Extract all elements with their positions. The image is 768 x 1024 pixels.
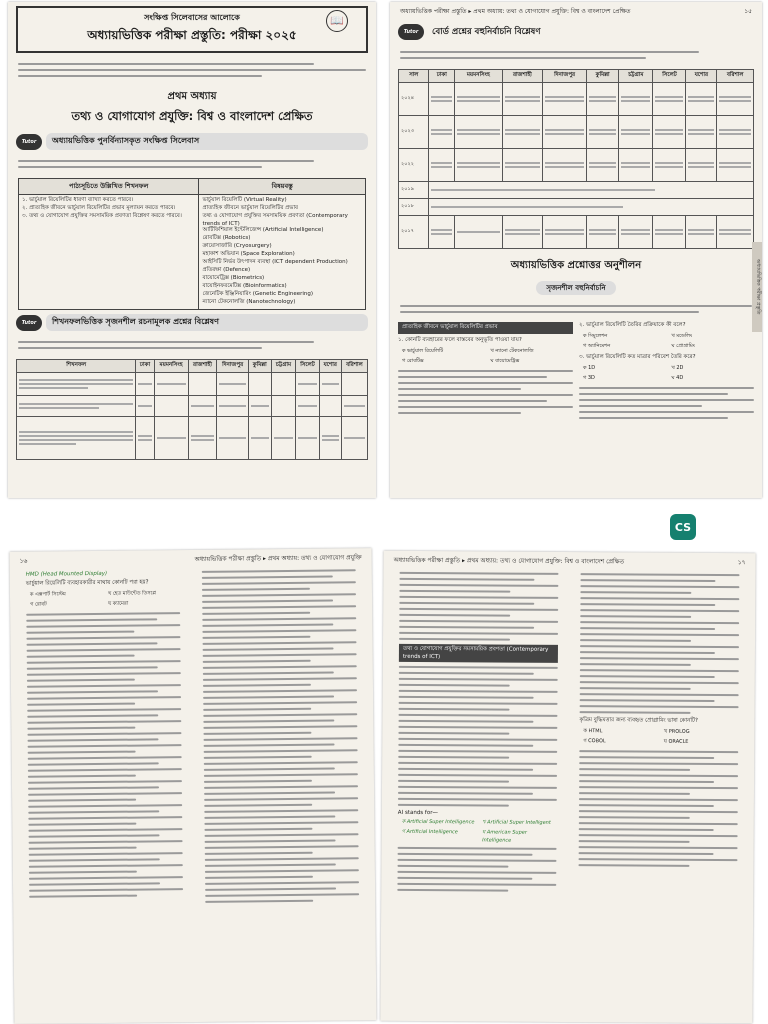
- syllabus-topic: রোবটিক্স (Robotics): [202, 235, 251, 241]
- syllabus-topic: বায়োমেট্রিক্স (Biometrics): [202, 275, 265, 281]
- table-row: [399, 116, 754, 149]
- options: [579, 333, 754, 351]
- option: গ COBOL: [583, 738, 606, 745]
- option: ক ভার্চুয়াল রিয়েলিটি: [402, 348, 444, 354]
- year-cell: ২০১৮: [399, 199, 429, 216]
- option: খ Artificial Super Intelligent: [482, 819, 551, 826]
- header-title: অধ্যায়ভিত্তিক পরীক্ষা প্রস্তুতি: পরীক্ষা ২০২৫: [87, 28, 297, 42]
- column-header: যশোর: [686, 70, 717, 83]
- year-cell: ২০২২: [399, 149, 429, 182]
- section-syllabus-header: [16, 133, 368, 150]
- tutor-badge: Tutor: [16, 134, 42, 150]
- option: ঘ বায়োমেট্রিক্স: [490, 358, 520, 364]
- section-title: বোর্ড প্রশ্নের বহুনির্বাচনি বিশ্লেষণ: [432, 27, 541, 37]
- table-row: [399, 216, 754, 249]
- question-column-right: [194, 565, 368, 907]
- syllabus-topic: মহাকাশ অভিযান (Space Exploration): [202, 251, 295, 257]
- syllabus-topic: আর্টিফিশিয়াল ইন্টেলিজেন্স (Artificial Intelligence): [202, 227, 324, 233]
- table-row: [17, 373, 368, 396]
- page-header-box: [16, 6, 368, 53]
- syllabus-topic: আইসিটি নির্ভর উৎপাদন ব্যবস্থা (ICT dependent Production): [202, 259, 348, 265]
- year-cell: ২০১৯: [399, 182, 429, 199]
- column-header: শিখনফল: [17, 360, 136, 373]
- column-header: ঢাকা: [429, 70, 455, 83]
- syllabus-topic: প্রাত্যহিক জীবনে ভার্চুয়াল রিয়েলিটির প্রভাব: [202, 205, 298, 211]
- syllabus-topic: জেনেটিক ইঞ্জিনিয়ারিং (Genetic Engineering): [202, 291, 314, 297]
- column-header: ময়মনসিংহ: [154, 360, 188, 373]
- column-header: বিষয়বস্তু: [199, 179, 366, 195]
- question-text: ভার্চুয়াল রিয়েলিটি ব্যবহারকারীর মাথায় কোনটি পরা হয়?: [25, 579, 149, 587]
- analysis-table: [16, 359, 368, 460]
- page-number: ১৭: [737, 559, 746, 567]
- highlight-term: HMD (Head Mounted Display): [25, 570, 108, 578]
- question-text: ৩. ভার্চুয়াল রিয়েলিটি কত মাত্রার পরিবেশ তৈরি করে?: [579, 354, 696, 360]
- syllabus-topic: ভার্চুয়াল রিয়েলিটি (Virtual Reality): [202, 197, 287, 203]
- page-number: ১৫: [744, 8, 752, 15]
- option: ঘ 4D: [671, 375, 684, 381]
- practice-title: অধ্যায়ভিত্তিক প্রশ্নোত্তর অনুশীলন: [510, 260, 642, 271]
- page-number: ১৬: [19, 557, 28, 565]
- running-header: [390, 2, 762, 19]
- column-header: ঢাকা: [136, 360, 154, 373]
- practice-banner: [390, 253, 762, 295]
- question-text: ১. কোনটি ব্যবহারের ফলে বাস্তবের অনুভূতি পাওয়া যায়?: [398, 337, 522, 343]
- syllabus-table: [18, 178, 366, 310]
- option: খ PROLOG: [663, 728, 690, 735]
- option: গ 3D: [583, 375, 595, 381]
- option: ক সিমুলেশন: [583, 333, 608, 339]
- option: ঘ ORACLE: [663, 738, 689, 745]
- options: [398, 819, 557, 844]
- running-title: অধ্যায়ভিত্তিক পরীক্ষা প্রস্তুতি ▸ প্রথম অধ্যায়: তথ্য ও যোগাযোগ প্রযুক্তি: বিশ্ব ও বাংলাদেশ প্রেক্ষিত: [400, 8, 631, 15]
- running-title: অধ্যায়ভিত্তিক পরীক্ষা প্রস্তুতি ▸ প্রথম অধ্যায়: তথ্য ও যোগাযোগ প্রযুক্তি: বিশ্ব ও বাংলাদেশ প্রেক্ষিত: [393, 556, 625, 566]
- camscanner-logo: CS: [670, 514, 696, 540]
- year-cell: ২০২৪: [399, 83, 429, 116]
- question-text: ২. ভার্চুয়াল রিয়েলিটি তৈরির প্রক্রিয়াকে কী বলে?: [579, 322, 686, 328]
- section-title: অধ্যায়ভিত্তিক পুনর্বিন্যাসকৃত সংক্ষিপ্ত সিলেবাস: [46, 133, 368, 150]
- question-column-right: [579, 319, 754, 423]
- book-page-1: [8, 2, 376, 498]
- option: খ হেড মাউন্টেড ডিসপ্লে: [107, 590, 156, 597]
- option: খ ন্যানো টেকনোলজি: [490, 348, 534, 354]
- option: গ অ্যানিমেশন: [583, 343, 611, 349]
- question-columns: [10, 565, 376, 909]
- option: ক HTML: [583, 728, 603, 735]
- year-cell: ২০১৭: [399, 216, 429, 249]
- column-header: পাঠ্যসূচিতে উল্লিখিত শিখনফল: [19, 179, 199, 195]
- column-header: সিলেট: [653, 70, 686, 83]
- table-row: [17, 417, 368, 460]
- syllabus-outcome: ১. ভার্চুয়াল রিয়েলিটির ধারণা ব্যাখ্যা করতে পারবে।: [22, 197, 134, 203]
- table-row: [17, 396, 368, 417]
- question-column-left: [398, 319, 573, 423]
- topic-banner: প্রাত্যহিক জীবনে ভার্চুয়াল রিয়েলিটির প্রভাব: [398, 322, 573, 334]
- section-title: শিখনফলভিত্তিক সৃজনশীল রচনামূলক প্রশ্নের বিশ্লেষণ: [46, 314, 368, 331]
- column-header: চট্টগ্রাম: [619, 70, 653, 83]
- option: ক 1D: [583, 365, 596, 371]
- option: ঘ American Super Intelligence: [482, 829, 527, 844]
- column-header: দিনাজপুর: [217, 360, 248, 373]
- column-header: ময়মনসিংহ: [455, 70, 503, 83]
- column-header: বরিশাল: [341, 360, 367, 373]
- syllabus-topic: প্রতিরক্ষা (Defence): [202, 267, 251, 273]
- book-page-4: [380, 551, 755, 1024]
- option: গ Artificial Intelligence: [401, 828, 458, 836]
- tutor-badge: Tutor: [16, 315, 42, 331]
- table-row: [399, 83, 754, 116]
- options: [398, 348, 573, 366]
- chapter-label: প্রথম অধ্যায়: [167, 91, 217, 102]
- question-column-left: [18, 567, 192, 909]
- options: [579, 365, 754, 383]
- book-page-3: [10, 548, 377, 1024]
- running-title: অধ্যায়ভিত্তিক পরীক্ষা প্রস্তুতি ▸ প্রথম অধ্যায়: তথ্য ও যোগাযোগ প্রযুক্তি: [194, 554, 362, 563]
- question-text: AI stands for—: [397, 809, 439, 817]
- syllabus-outcome: ৩. তথ্য ও যোগাযোগ প্রযুক্তির সমসাময়িক প্রবণতা বিশ্লেষণ করতে পারবে।: [22, 213, 182, 219]
- column-header: যশোর: [319, 360, 341, 373]
- header-subtitle: সংক্ষিপ্ত সিলেবাসের আলোকে: [144, 13, 240, 22]
- column-header: দিনাজপুর: [543, 70, 587, 83]
- topic-banner: তথ্য ও যোগাযোগ প্রযুক্তির সমসাময়িক প্রবণতা (Contemporary trends of ICT): [399, 644, 558, 663]
- practice-subtitle: সৃজনশীল বহুনির্বাচনি: [536, 281, 615, 295]
- table-row: [399, 182, 754, 199]
- option: ঘ ক্যামেরা: [108, 600, 129, 607]
- year-cell: ২০২৩: [399, 116, 429, 149]
- column-header: রাজশাহী: [188, 360, 217, 373]
- options: [579, 728, 738, 747]
- question-column-left: [389, 568, 566, 896]
- option: খ 2D: [671, 365, 684, 371]
- column-header: কুমিল্লা: [587, 70, 619, 83]
- book-page-2: [390, 2, 762, 498]
- table-row: [399, 149, 754, 182]
- question-column-right: [570, 569, 747, 897]
- option: ঘ প্রোগ্রামিং: [671, 343, 695, 349]
- option: ক Artificial Super Intelligence: [401, 818, 475, 826]
- syllabus-topic: বায়োইনফরমেটিক্স (Bioinformatics): [202, 283, 287, 289]
- chapter-title: তথ্য ও যোগাযোগ প্রযুক্তি: বিশ্ব ও বাংলাদেশ প্রেক্ষিত: [71, 109, 313, 123]
- section-board-header: [398, 23, 754, 41]
- option: খ মডেলিং: [671, 333, 693, 339]
- question-text: কৃত্রিম বুদ্ধিমত্তার জন্য ব্যবহৃত প্রোগ্রামিং ভাষা কোনটি?: [579, 717, 698, 724]
- syllabus-topic: ন্যানো টেকনোলজি (Nanotechnology): [202, 299, 296, 305]
- option: গ রোবট: [30, 601, 47, 608]
- column-header: রাজশাহী: [502, 70, 542, 83]
- syllabus-topic: ক্রায়োসার্জারি (Cryosurgery): [202, 243, 272, 249]
- column-header: চট্টগ্রাম: [271, 360, 295, 373]
- intro-paragraph: [8, 57, 376, 83]
- options: [26, 590, 180, 610]
- section-analysis-header: [16, 314, 368, 331]
- tutor-badge: Tutor: [398, 24, 424, 40]
- option: গ রোবটিক্স: [402, 358, 424, 364]
- option: ক এক্সপার্ট সিস্টেম: [29, 591, 66, 598]
- column-header: সাল: [399, 70, 429, 83]
- question-columns: [381, 568, 755, 898]
- column-header: বরিশাল: [717, 70, 754, 83]
- syllabus-outcome: ২. প্রাত্যহিক জীবনে ভার্চুয়াল রিয়েলিটির প্রভাব মূল্যায়ন করতে পারবে।: [22, 205, 176, 211]
- syllabus-topic: তথ্য ও যোগাযোগ প্রযুক্তির সমসাময়িক প্রবণতা (Contemporary trends of ICT): [202, 213, 348, 227]
- table-row: [399, 199, 754, 216]
- question-columns: [390, 319, 762, 423]
- column-header: সিলেট: [296, 360, 320, 373]
- side-tab: অধ্যায়ভিত্তিক পরীক্ষা প্রস্তুতি: [752, 242, 762, 332]
- book-icon: 📖: [326, 10, 348, 32]
- column-header: কুমিল্লা: [248, 360, 271, 373]
- board-analysis-table: [398, 69, 754, 249]
